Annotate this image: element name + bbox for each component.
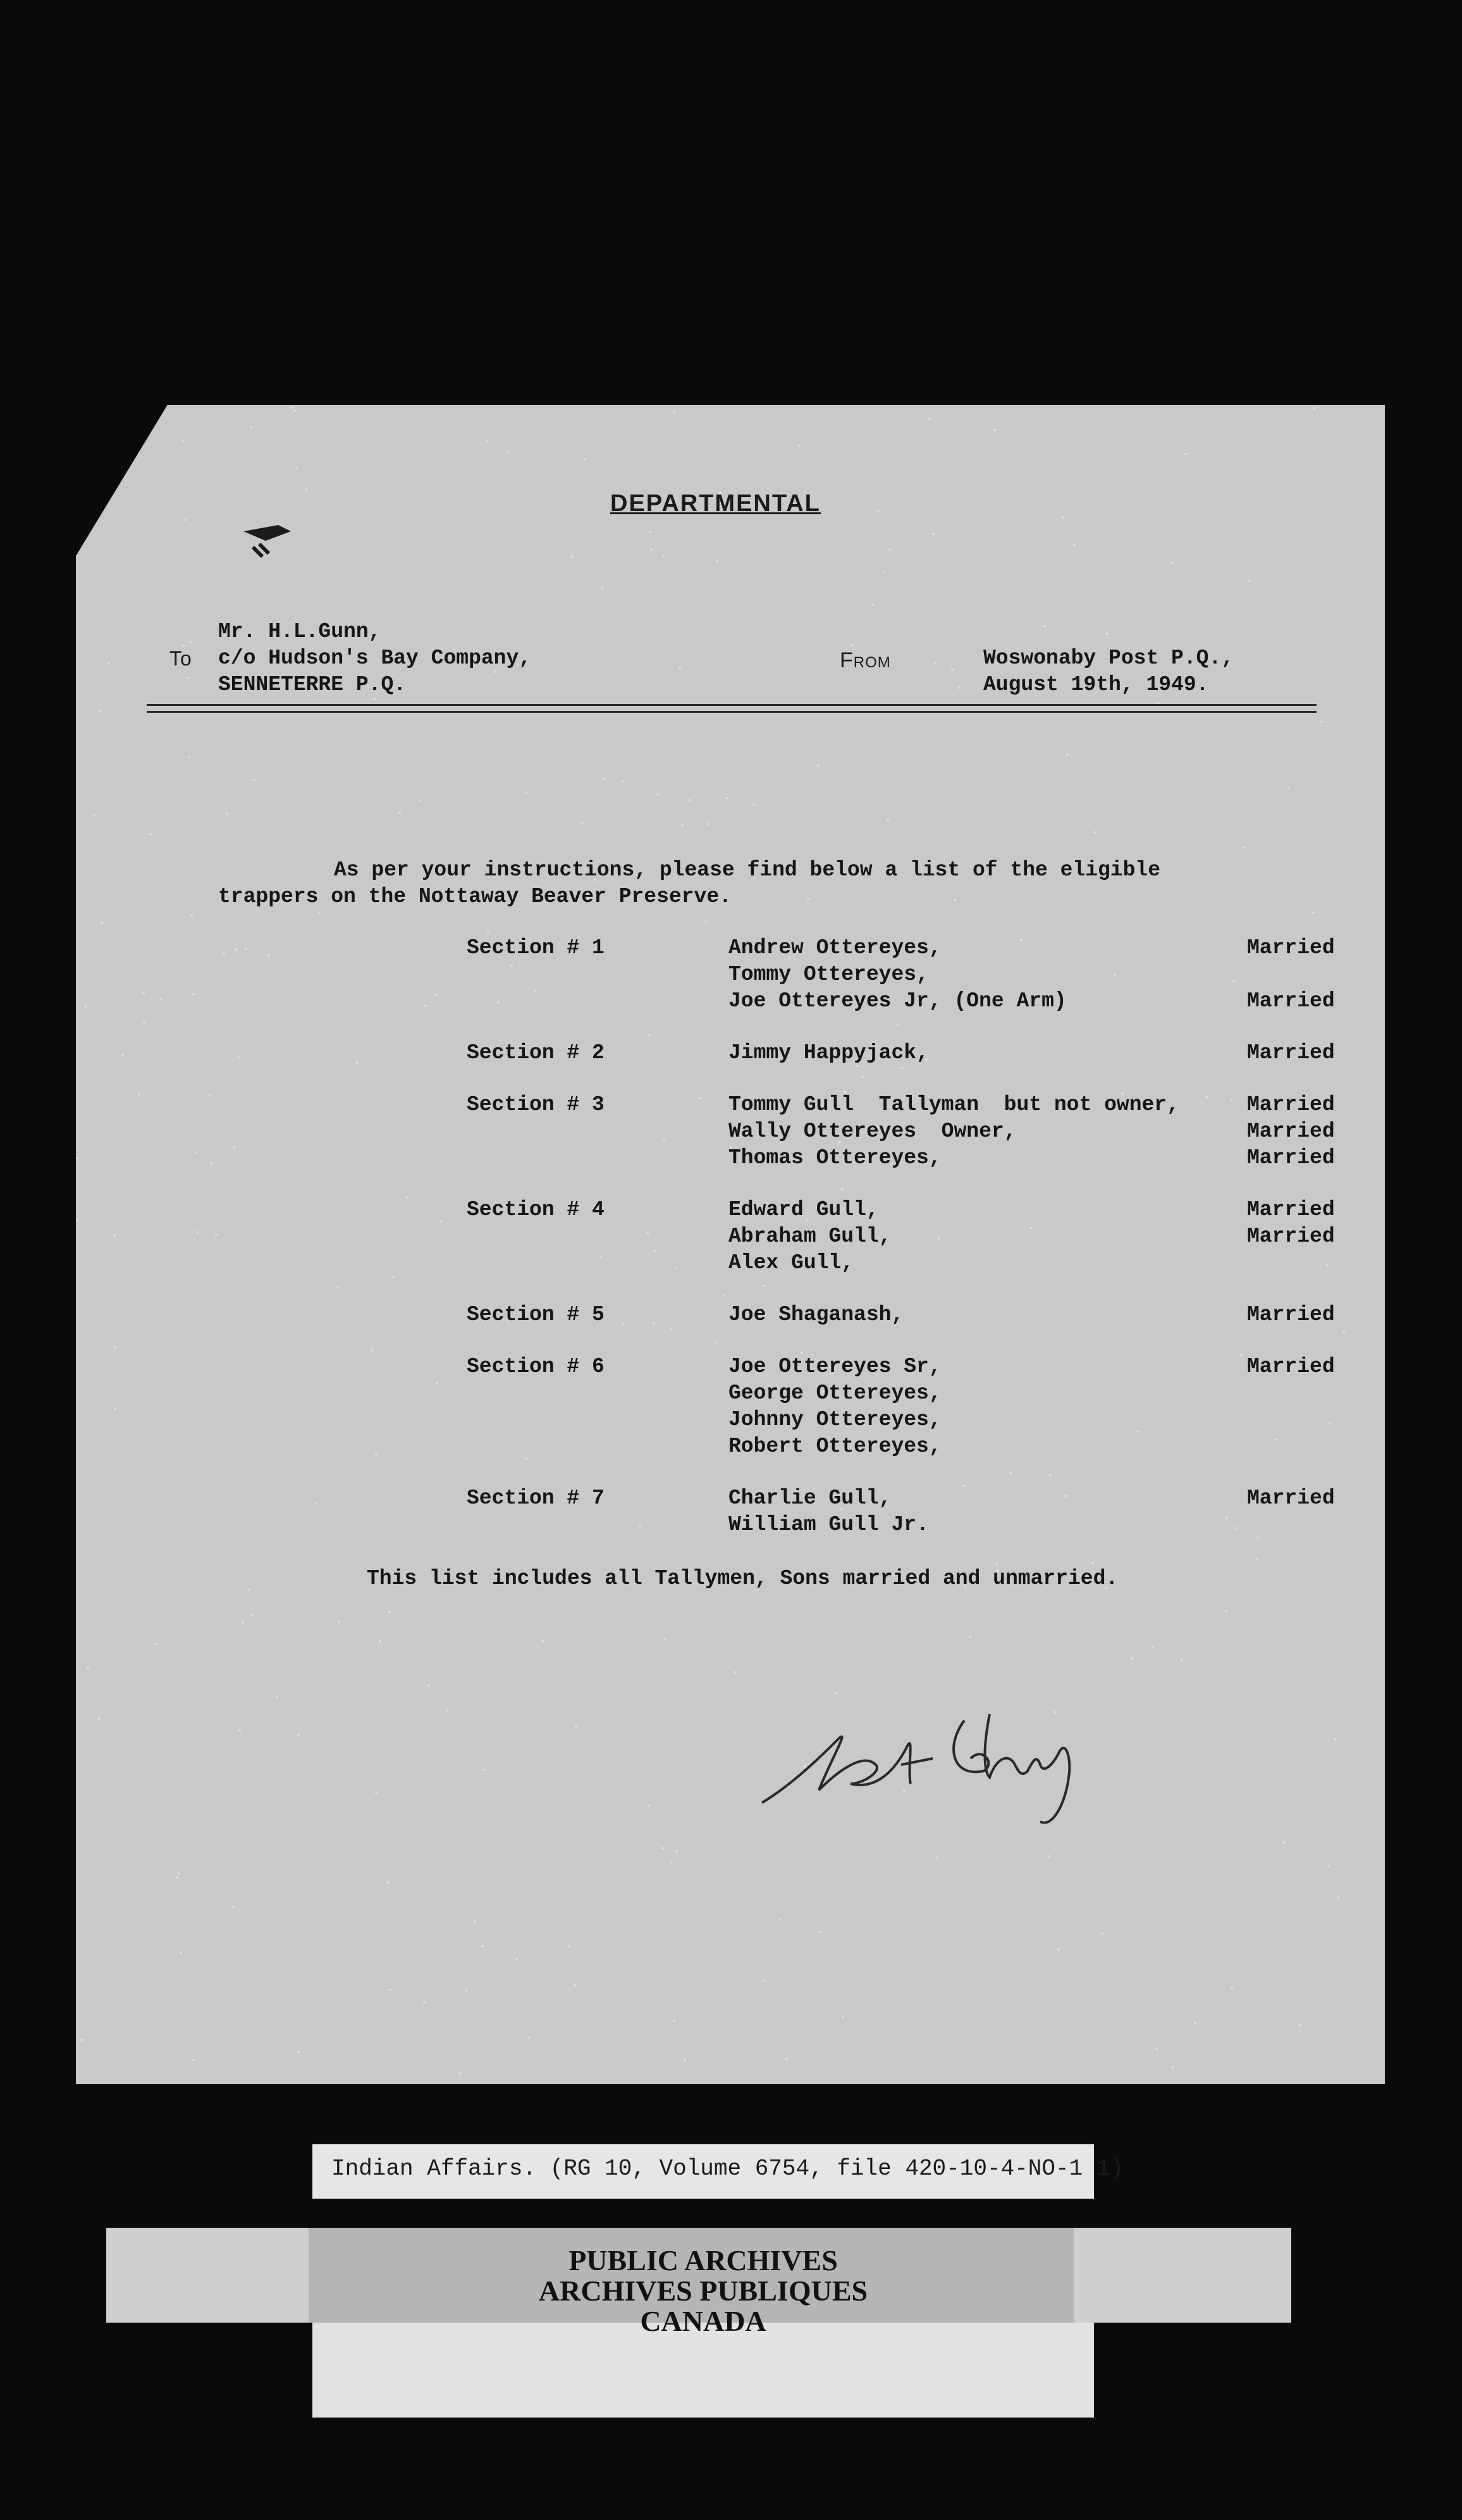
intro-line-2: trappers on the Nottaway Beaver Preserve. xyxy=(218,885,732,908)
archive-stamp xyxy=(312,2245,1094,2337)
staple-mark-icon xyxy=(240,512,297,563)
trapper-name: George Ottereyes, xyxy=(728,1381,942,1405)
marital-status: Married xyxy=(1247,1093,1335,1116)
trapper-name: Joe Ottereyes Sr, xyxy=(728,1355,942,1378)
trapper-name: Johnny Ottereyes, xyxy=(728,1408,942,1431)
marital-status: Married xyxy=(1247,1198,1335,1221)
trapper-name: Charlie Gull, xyxy=(728,1486,892,1510)
trapper-name: Joe Shaganash, xyxy=(728,1303,904,1326)
marital-status: Married xyxy=(1247,989,1335,1013)
trapper-name: Tommy Gull Tallyman but not owner, xyxy=(728,1093,1179,1116)
marital-status: Married xyxy=(1247,1355,1335,1378)
from-label: From xyxy=(840,648,891,672)
trapper-name: Thomas Ottereyes, xyxy=(728,1146,942,1170)
marital-status: Married xyxy=(1247,1225,1335,1248)
archive-line-3: CANADA xyxy=(640,2305,766,2337)
trapper-name: Abraham Gull, xyxy=(728,1225,892,1248)
header-rule-top xyxy=(147,704,1317,706)
trapper-name: Andrew Ottereyes, xyxy=(728,936,942,960)
trapper-name: Wally Ottereyes Owner, xyxy=(728,1120,1017,1143)
marital-status: Married xyxy=(1247,1146,1335,1170)
archive-reference-strip xyxy=(312,2144,1124,2199)
document-heading: DEPARTMENTAL xyxy=(610,490,821,517)
section-label: Section # 7 xyxy=(467,1486,605,1510)
trapper-name: Edward Gull, xyxy=(728,1198,879,1221)
recipient-line-3: SENNETERRE P.Q. xyxy=(218,673,407,696)
archive-reference: Indian Affairs. (RG 10, Volume 6754, file 420-10-4-NO-1 1) xyxy=(331,2156,1124,2182)
recipient-line-2: c/o Hudson's Bay Company, xyxy=(218,646,532,670)
sender-location: Woswonaby Post P.Q., xyxy=(983,646,1234,670)
header-rule-bottom xyxy=(147,711,1317,713)
signature xyxy=(756,1676,1122,1841)
section-label: Section # 1 xyxy=(467,936,605,960)
closing-note: This list includes all Tallymen, Sons married and unmarried. xyxy=(367,1567,1119,1590)
marital-status: Married xyxy=(1247,936,1335,960)
trapper-name: Alex Gull, xyxy=(728,1251,854,1275)
trapper-name: Jimmy Happyjack, xyxy=(728,1041,929,1065)
trapper-name: Robert Ottereyes, xyxy=(728,1435,942,1458)
marital-status: Married xyxy=(1247,1486,1335,1510)
section-label: Section # 3 xyxy=(467,1093,605,1116)
section-label: Section # 4 xyxy=(467,1198,605,1221)
marital-status: Married xyxy=(1247,1120,1335,1143)
marital-status: Married xyxy=(1247,1041,1335,1065)
recipient-line-1: Mr. H.L.Gunn, xyxy=(218,620,381,643)
archive-line-1: PUBLIC ARCHIVES xyxy=(568,2244,838,2276)
letter-date: August 19th, 1949. xyxy=(983,673,1209,696)
trapper-name: William Gull Jr. xyxy=(728,1513,929,1536)
marital-status: Married xyxy=(1247,1303,1335,1326)
section-label: Section # 5 xyxy=(467,1303,605,1326)
archive-line-2: ARCHIVES PUBLIQUES xyxy=(538,2275,868,2307)
section-label: Section # 6 xyxy=(467,1355,605,1378)
section-label: Section # 2 xyxy=(467,1041,605,1065)
trapper-name: Tommy Ottereyes, xyxy=(728,963,929,986)
intro-line-1: As per your instructions, please find below a list of the eligible xyxy=(334,858,1161,882)
trapper-name: Joe Ottereyes Jr, (One Arm) xyxy=(728,989,1067,1013)
to-label: To xyxy=(169,647,192,670)
